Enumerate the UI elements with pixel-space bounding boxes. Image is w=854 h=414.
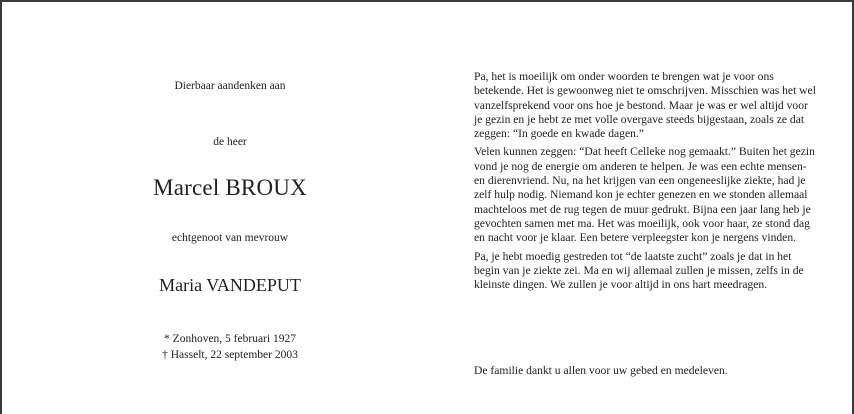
paragraph-3: Pa, je hebt moedig gestreden tot “de laatste zucht” zoals je dat in het begin van je ziekte zei. Ma en wij allemaal zullen je missen, zelfs in de kleinste dingen. We zullen je voor altijd in ons hart meedragen. — [474, 249, 804, 292]
right-column — [474, 70, 819, 296]
deceased-name: Marcel BROUX — [153, 175, 307, 200]
title-text: de heer — [213, 136, 247, 148]
paragraph-2: Velen kunnen zeggen: “Dat heeft Celleke nog gemaakt.” Buiten het gezin vond je nog de energie om anderen te helpen. Je was een echte mensen- en dierenvriend. Nu, na het krijgen van een ongeneeslijke ziekte, had je zelf hulp nodig. Niemand kon je echter genezen en we stonden allemaal machteloos met de rug tegen de muur gedrukt. Bijna een jaar lang heb je gevochten samen met ma. Het was moeilijk, ook voor haar, ze stond dag en nacht voor je klaar. Een betere verpleegster kon je nergens vinden. — [474, 145, 815, 245]
paragraph-1: Pa, het is moeilijk om onder woorden te brengen wat je voor ons betekende. Het is gewoonweg niet te omschrijven. Misschien was het wel vanzelfsprekend voor ons hoe je bestond. Maar je was er wel altijd voor je gezin en je hebt ze met volle overgave steeds bijgestaan, zoals ze dat zeggen: “In goede en kwade dagen.” — [474, 70, 816, 141]
intro-text: Dierbaar aandenken aan — [174, 80, 286, 92]
spouse-name: Maria VANDEPUT — [159, 275, 301, 295]
frame-top-border — [0, 0, 854, 2]
relation-text: echtgenoot van mevrouw — [171, 232, 289, 244]
closing-line: De familie dankt u allen voor uw gebed en medeleven. — [474, 364, 728, 377]
birth-line: * Zonhoven, 5 februari 1927 — [164, 333, 296, 345]
death-line: † Hasselt, 22 september 2003 — [162, 349, 298, 361]
frame-left-border — [0, 0, 2, 414]
